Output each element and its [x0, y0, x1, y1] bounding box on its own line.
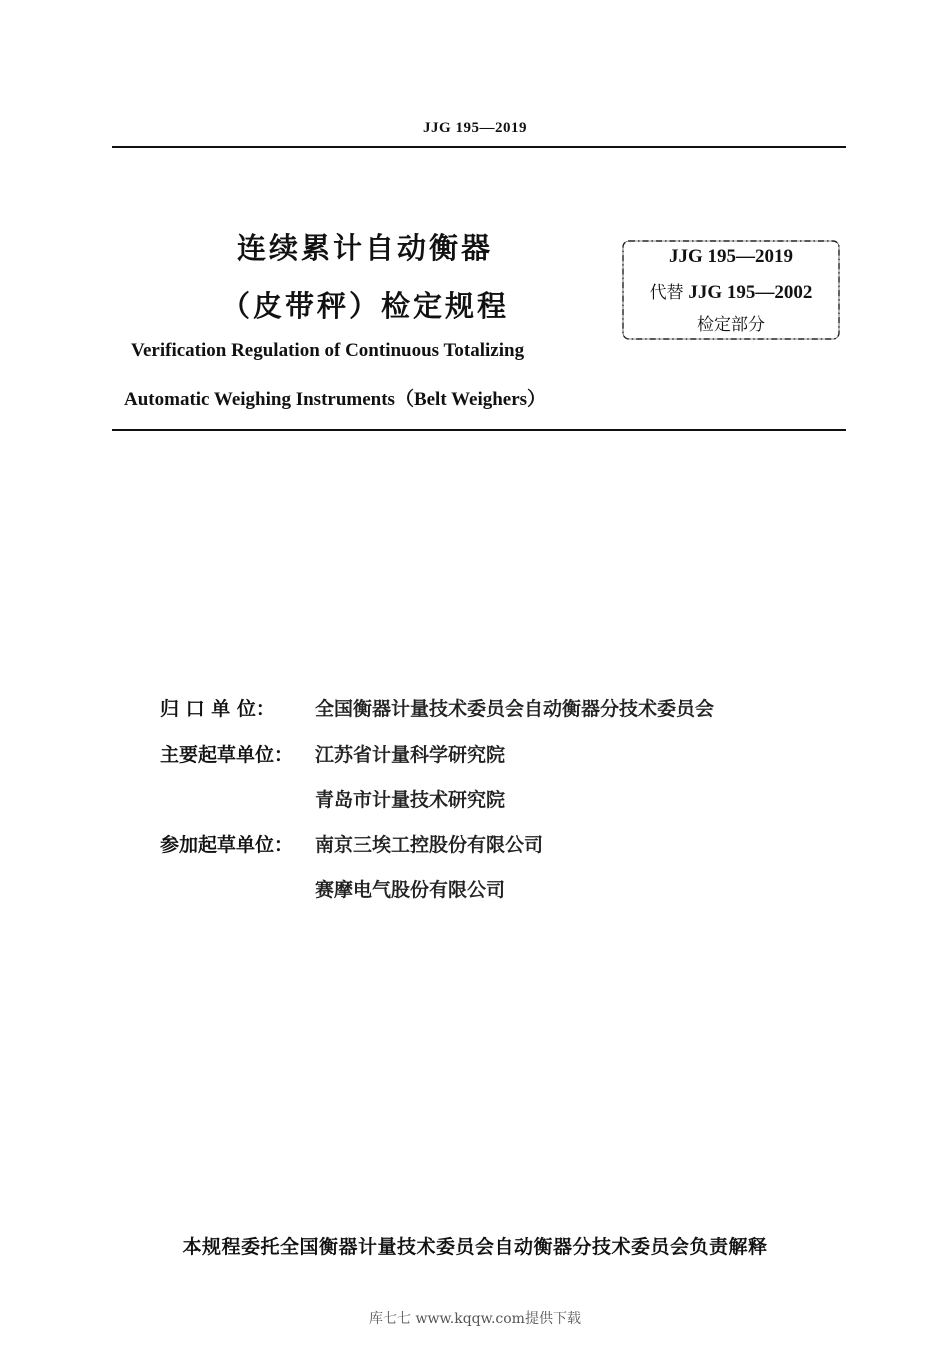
stamp-replaced-code: JJG 195—2002 [688, 282, 813, 303]
org-value-main-drafter-2: 青岛市计量技术研究院 [315, 789, 506, 811]
stamp-line-code: JJG 195—2019 [668, 246, 794, 267]
org-label-participating-drafters: 参加起草单位： [160, 834, 294, 856]
stamp-line-part: 检定部分 [697, 315, 765, 335]
title-rule [112, 429, 846, 431]
interpretation-note: 本规程委托全国衡器计量技术委员会自动衡器分技术委员会负责解释 [182, 1236, 768, 1258]
title-en-line1: Verification Regulation of Continuous Totalizing [131, 340, 525, 361]
org-label-responsible: 归 口 单 位： [160, 698, 275, 720]
title-en-line2: Automatic Weighing Instruments（Belt Weighers） [124, 389, 547, 410]
header-rule [112, 146, 846, 148]
title-cn-line2: （皮带秤）检定规程 [220, 289, 509, 323]
org-value-participating-drafter-1: 南京三埃工控股份有限公司 [315, 834, 544, 856]
stamp-replaces-prefix: 代替 [649, 283, 684, 303]
stamp-line-replaces [620, 278, 842, 304]
standard-code-header: JJG 195—2019 [423, 120, 527, 136]
title-cn-line1: 连续累计自动衡器 [236, 231, 493, 265]
replacement-stamp [620, 238, 842, 342]
org-label-main-drafters: 主要起草单位： [160, 744, 294, 766]
org-value-main-drafter-1: 江苏省计量科学研究院 [315, 744, 506, 766]
org-value-responsible: 全国衡器计量技术委员会自动衡器分技术委员会 [315, 698, 715, 720]
download-watermark: 库七七 www.kqqw.com提供下载 [369, 1311, 581, 1327]
org-value-participating-drafter-2: 赛摩电气股份有限公司 [315, 879, 506, 901]
